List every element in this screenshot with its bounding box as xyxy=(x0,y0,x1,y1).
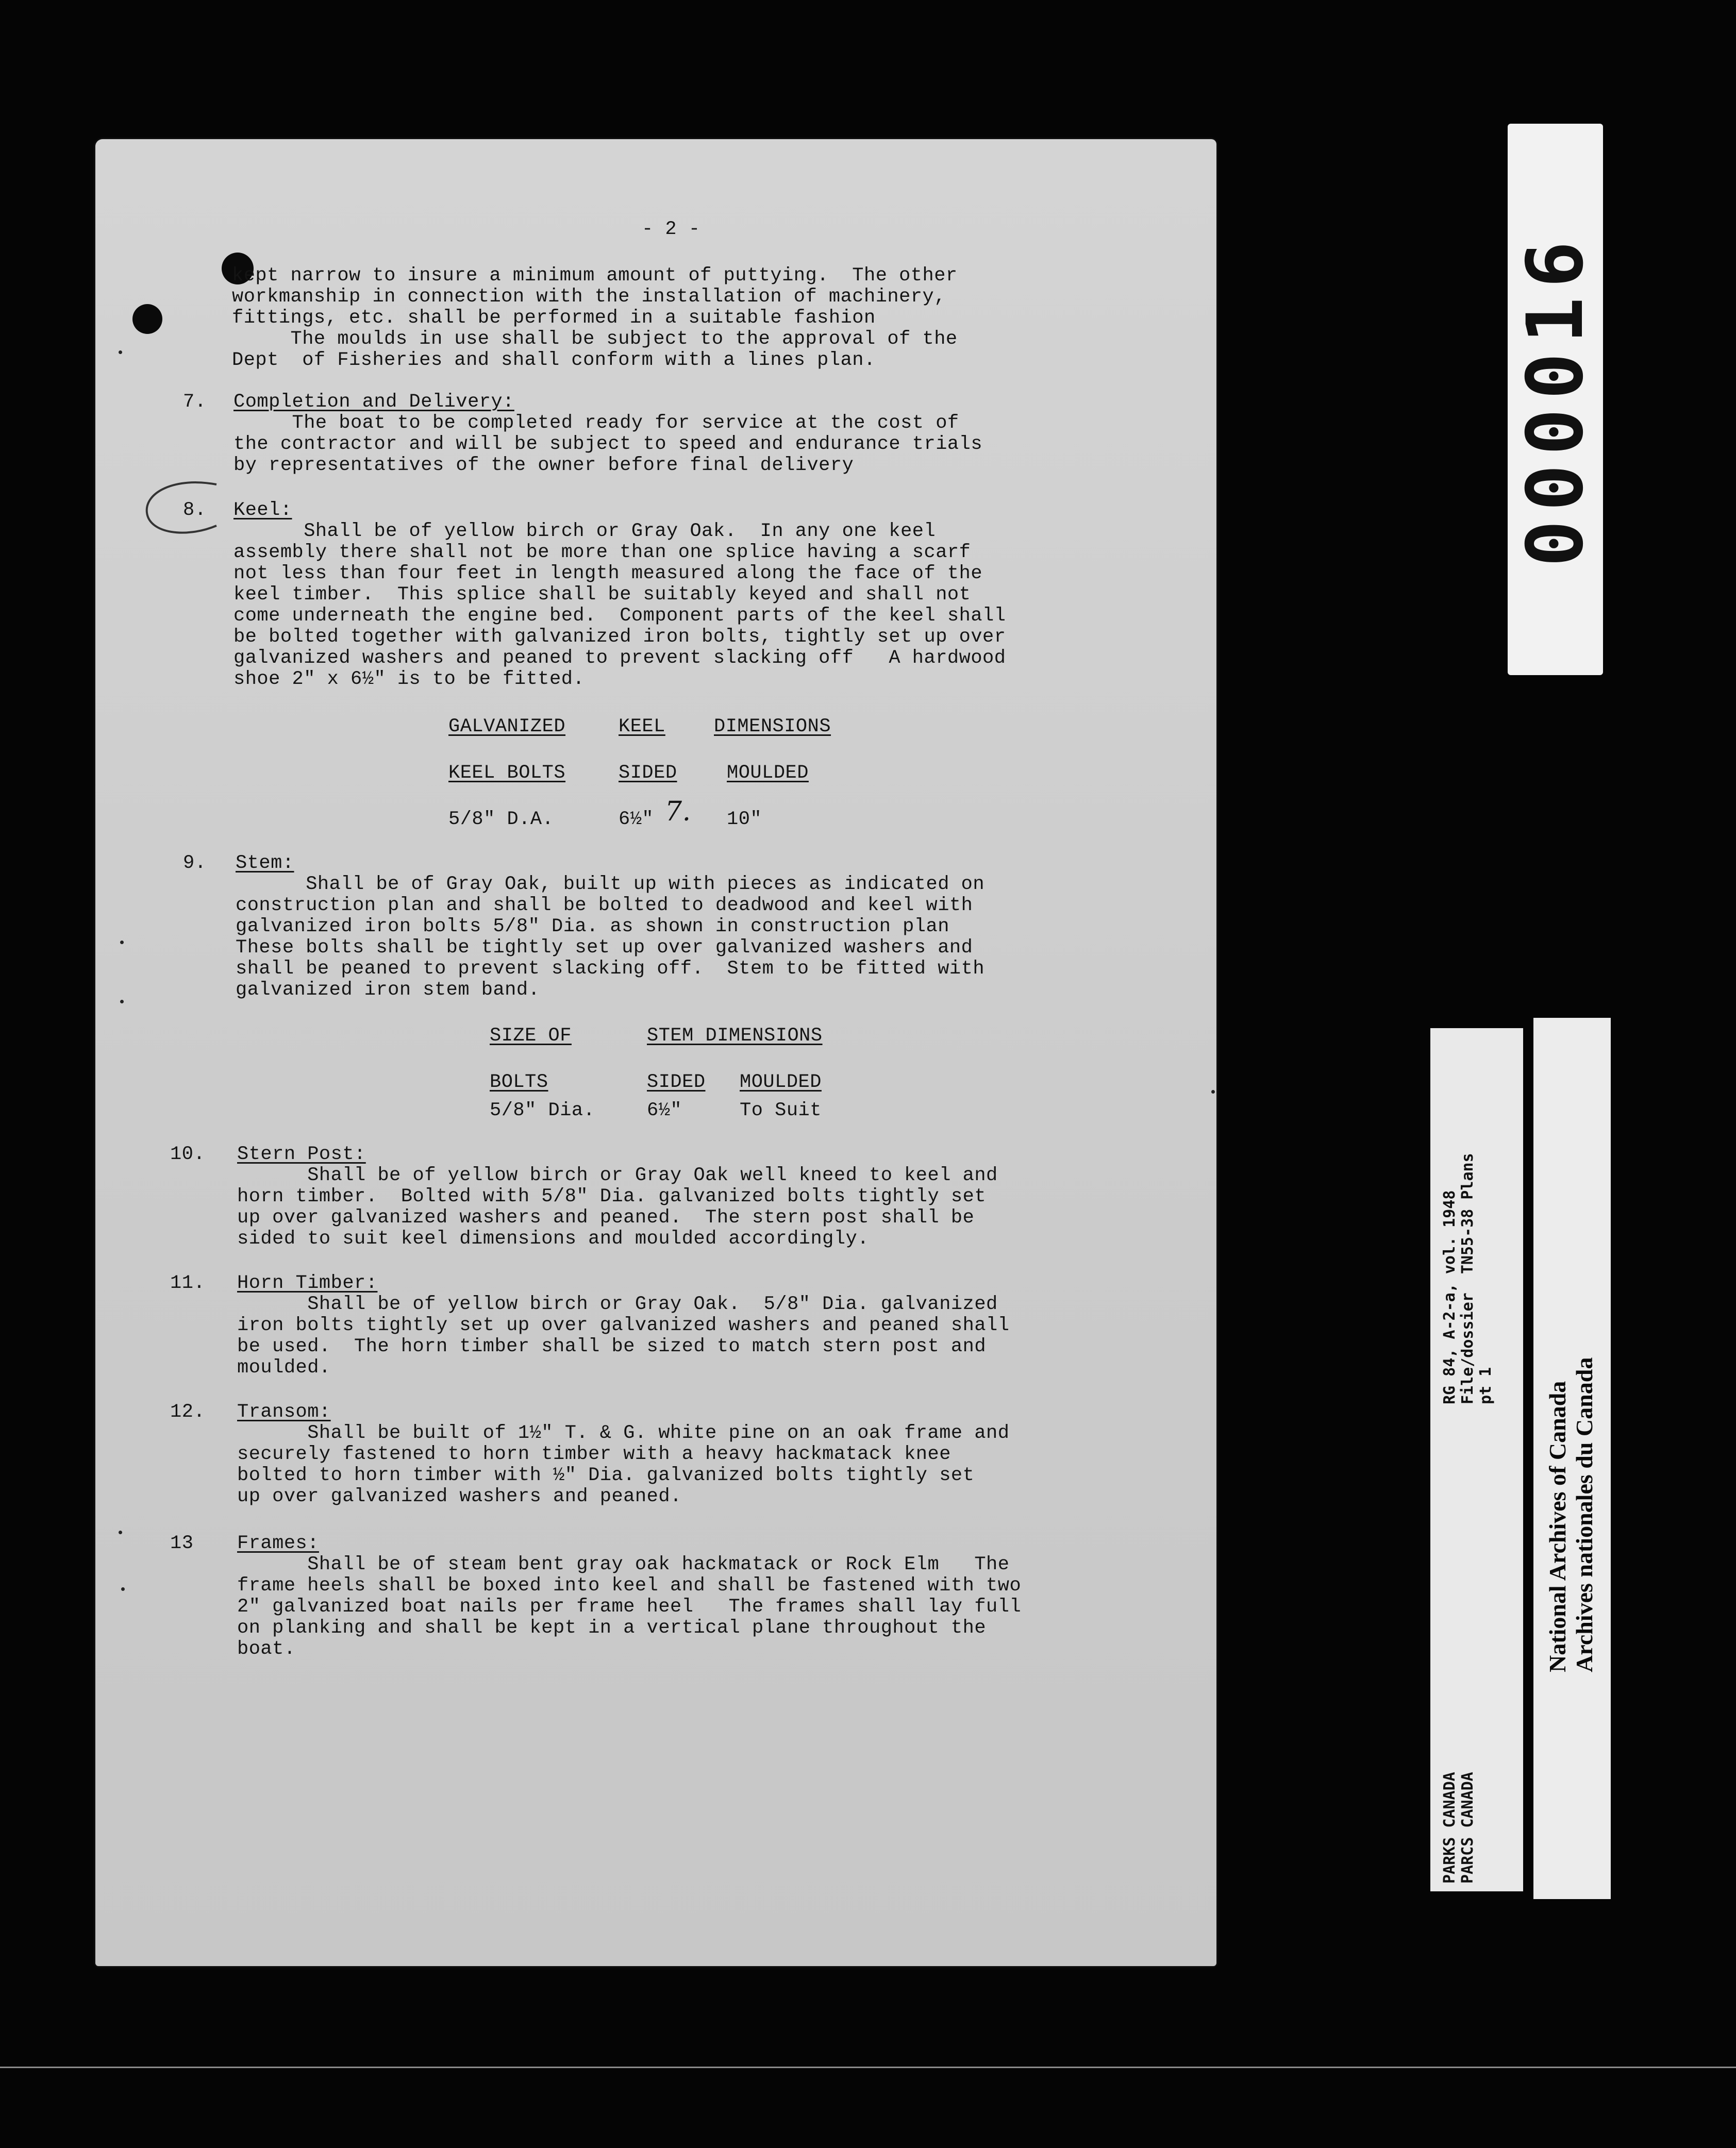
table-header: MOULDED xyxy=(727,762,809,784)
paragraph-line: Shall be of yellow birch or Gray Oak well kneed to keel and xyxy=(237,1165,998,1186)
paragraph-line: Shall be of Gray Oak, built up with pieces as indicated on xyxy=(236,874,985,895)
table-header: STEM DIMENSIONS xyxy=(647,1025,823,1047)
paragraph-line: fittings, etc. shall be performed in a suitable fashion xyxy=(232,307,876,329)
paragraph-line: construction plan and shall be bolted to deadwood and keel with xyxy=(236,895,973,916)
paragraph-line: boat. xyxy=(237,1638,296,1660)
table-header: MOULDED xyxy=(740,1071,822,1093)
section-heading: Frames: xyxy=(237,1533,319,1554)
section-number: 11. xyxy=(170,1272,206,1294)
paragraph-line: keel timber. This splice shall be suitably keyed and shall not xyxy=(233,584,971,606)
table-header: KEEL BOLTS xyxy=(448,762,566,784)
paragraph-line: up over galvanized washers and peaned. The stern post shall be xyxy=(237,1207,975,1229)
paragraph-line: Shall be built of 1½" T. & G. white pine on an oak frame and xyxy=(237,1422,1010,1444)
handwritten-note: 7. xyxy=(665,796,691,827)
paragraph-line: shoe 2" x 6½" is to be fitted. xyxy=(233,668,585,690)
paragraph-line: by representatives of the owner before final delivery xyxy=(233,455,854,476)
table-cell: 5/8" Dia. xyxy=(490,1100,595,1121)
paragraph-line: 2" galvanized boat nails per frame heel The frames shall lay full xyxy=(237,1596,1022,1618)
table-cell: 10" xyxy=(727,809,762,830)
section-heading: Stem: xyxy=(236,852,294,874)
typed-text xyxy=(95,139,1216,1966)
section-heading: Transom: xyxy=(237,1401,331,1423)
reference-line: RG 84, A-2-a, vol. 1948 xyxy=(1441,1190,1459,1404)
table-header: DIMENSIONS xyxy=(714,716,831,737)
table-header: KEEL xyxy=(619,716,665,737)
paragraph-line: up over galvanized washers and peaned. xyxy=(237,1486,682,1507)
paragraph-line: not less than four feet in length measured along the face of the xyxy=(233,563,983,584)
parcs-canada-label: PARCS CANADA xyxy=(1459,1772,1477,1884)
paragraph-line: galvanized washers and peaned to prevent slacking off A hardwood xyxy=(233,647,1006,669)
section-heading: Stern Post: xyxy=(237,1144,366,1165)
paragraph-line: assembly there shall not be more than one splice having a scarf xyxy=(233,542,971,563)
archives-tag xyxy=(1533,1018,1611,1899)
section-number: 9. xyxy=(183,852,207,874)
paragraph-line: sided to suit keel dimensions and moulded accordingly. xyxy=(237,1228,869,1250)
paragraph-line: horn timber. Bolted with 5/8" Dia. galvanized bolts tightly set xyxy=(237,1186,987,1207)
reference-tag xyxy=(1430,1028,1523,1891)
paragraph-line: Shall be of yellow birch or Gray Oak. In any one keel xyxy=(233,521,936,542)
archives-name-en: National Archives of Canada xyxy=(1544,1381,1571,1672)
paragraph-line: The boat to be completed ready for service at the cost of xyxy=(233,412,959,434)
section-heading: Horn Timber: xyxy=(237,1272,378,1294)
paragraph-line: Shall be of yellow birch or Gray Oak. 5/8" Dia. galvanized xyxy=(237,1294,998,1315)
paragraph-line: shall be peaned to prevent slacking off. Stem to be fitted with xyxy=(236,958,985,980)
paragraph-line: galvanized iron bolts 5/8" Dia. as shown in construction plan xyxy=(236,916,949,937)
section-number: 8. xyxy=(183,499,207,521)
section-number: 12. xyxy=(170,1401,206,1423)
section-heading: Keel: xyxy=(233,499,292,521)
paragraph-line: be used. The horn timber shall be sized to match stern post and xyxy=(237,1336,987,1357)
table-cell: 5/8" D.A. xyxy=(448,809,554,830)
paragraph-line: the contractor and will be subject to speed and endurance trials xyxy=(233,433,983,455)
paragraph-line: come underneath the engine bed. Component parts of the keel shall xyxy=(233,605,1006,627)
paragraph-line: frame heels shall be boxed into keel and shall be fastened with two xyxy=(237,1575,1022,1597)
paragraph-line: securely fastened to horn timber with a heavy hackmatack knee xyxy=(237,1444,951,1465)
section-heading: Completion and Delivery: xyxy=(233,391,514,413)
scan-edge-line xyxy=(0,2067,1736,2068)
table-header: SIDED xyxy=(647,1071,706,1093)
section-number: 7. xyxy=(183,391,207,413)
paragraph-line: Dept of Fisheries and shall conform with a lines plan. xyxy=(232,349,876,371)
paragraph-line: Shall be of steam bent gray oak hackmatack or Rock Elm The xyxy=(237,1554,1010,1575)
paragraph-line: These bolts shall be tightly set up over galvanized washers and xyxy=(236,937,973,959)
paragraph-line: moulded. xyxy=(237,1357,331,1379)
paragraph-line: on planking and shall be kept in a vertical plane throughout the xyxy=(237,1617,987,1639)
table-header: SIZE OF xyxy=(490,1025,572,1047)
paragraph-line: kept narrow to insure a minimum amount of puttying. The other xyxy=(232,265,958,287)
paragraph-line: bolted to horn timber with ½" Dia. galvanized bolts tightly set xyxy=(237,1465,975,1486)
paragraph-line: be bolted together with galvanized iron bolts, tightly set up over xyxy=(233,626,1006,648)
parks-canada-label: PARKS CANADA xyxy=(1441,1772,1459,1884)
section-number: 13 xyxy=(170,1533,194,1554)
page-number: - 2 - xyxy=(642,219,700,240)
paragraph-line: workmanship in connection with the installation of machinery, xyxy=(232,286,946,308)
paragraph-line: galvanized iron stem band. xyxy=(236,979,540,1001)
handwritten-circle xyxy=(139,477,247,544)
table-cell: 6½" xyxy=(647,1100,682,1121)
frame-number-tag xyxy=(1508,124,1603,675)
frame-number: 000016 xyxy=(1510,232,1600,567)
document-page xyxy=(95,139,1216,1966)
table-header: GALVANIZED xyxy=(448,716,566,737)
section-number: 10. xyxy=(170,1144,206,1165)
reference-line: pt 1 xyxy=(1477,1367,1495,1404)
table-header: SIDED xyxy=(619,762,677,784)
table-header: BOLTS xyxy=(490,1071,548,1093)
paragraph-line: The moulds in use shall be subject to the approval of the xyxy=(232,328,958,350)
reference-line: File/dossier TN55-38 Plans xyxy=(1459,1153,1477,1404)
table-cell: 6½" xyxy=(619,809,654,830)
table-cell: To Suit xyxy=(740,1100,822,1121)
archives-name-fr: Archives nationales du Canada xyxy=(1571,1357,1597,1672)
paragraph-line: iron bolts tightly set up over galvanized washers and peaned shall xyxy=(237,1315,1010,1336)
